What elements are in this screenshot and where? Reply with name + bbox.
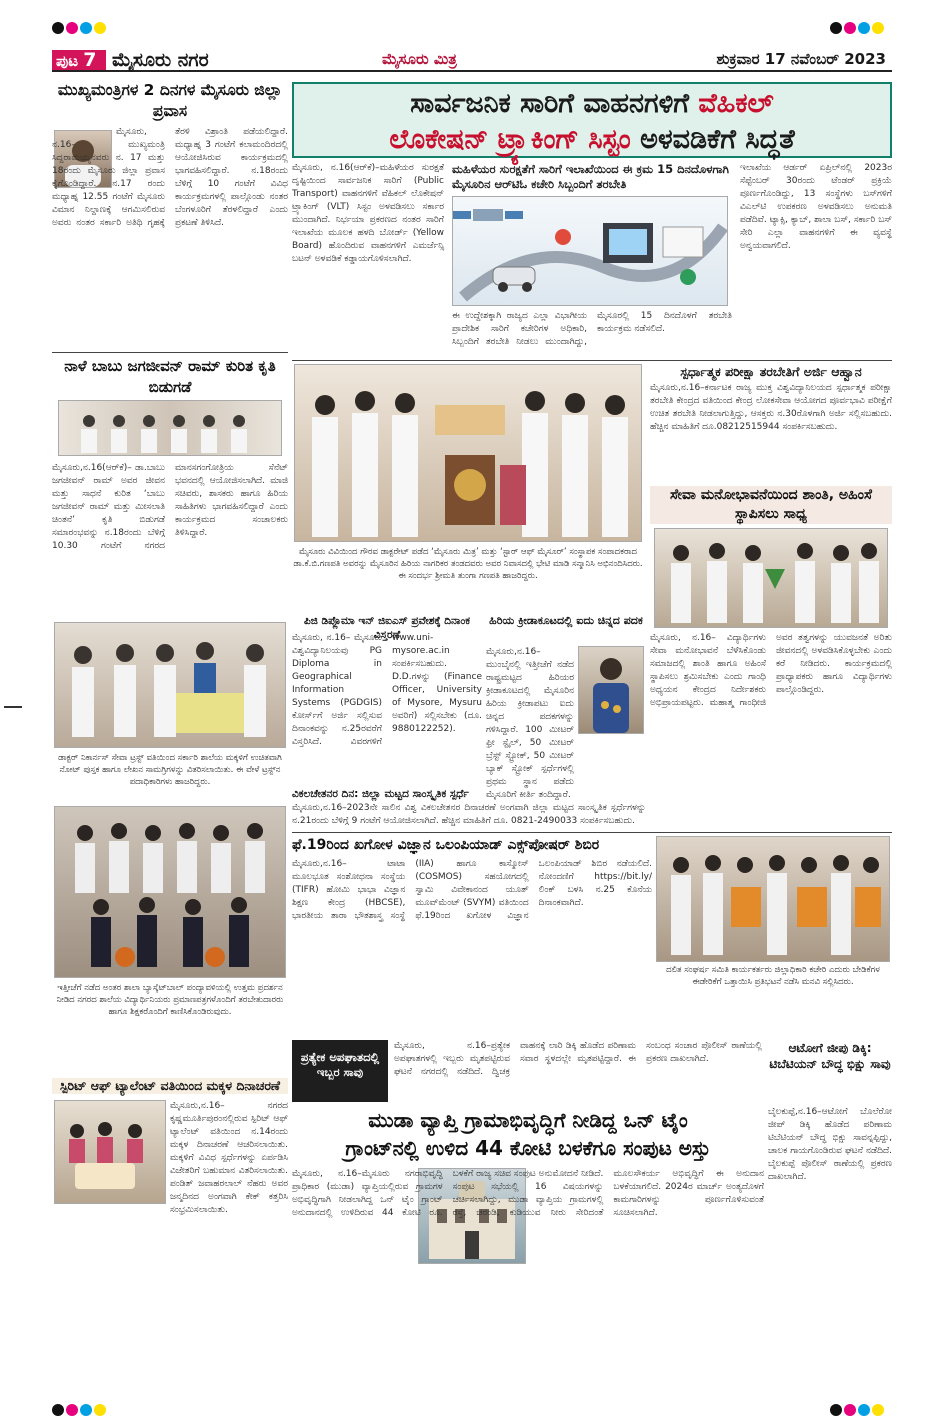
group-photo-icon [55, 623, 285, 747]
masthead [52, 48, 892, 72]
column-rule [52, 352, 288, 353]
lead-story-body [292, 162, 892, 358]
basketball-team-photo [54, 806, 286, 978]
exam-training-story [650, 364, 892, 484]
lead-body-mid: ಈ ಉದ್ದೇಶಕ್ಕಾಗಿ ರಾಜ್ಯದ ಎಲ್ಲಾ ವಿಭಾಗೀಯ ಪ್ರಾದೇಶಿಕ ಸಾರಿಗೆ ಕಚೇರಿಗಳ ಅಧಿಕಾರಿ, ಸಿಬ್ಬಂದಿಗೆ ತರಬೇತಿ ನೀಡಲು ಮುಂದಾಗಿದ್ದು, ಮೈಸೂರಲ್ಲಿ 15 ದಿನದೊಳಗೆ ತರಬೇತಿ ಕಾರ್ಯಕ್ರಮ ನಡೆಸಲಿದೆ. [452, 311, 732, 347]
disability-day-body: ಮೈಸೂರು,ನ.16–2023ನೇ ಸಾಲಿನ ವಿಶ್ವ ವಿಕಲಚೇತನರ ದಿನಾಚರಣೆ ಅಂಗವಾಗಿ ಜಿಲ್ಲಾ ಮಟ್ಟದ ಸಾಂಸ್ಕೃತಿಕ ಸ್ಪರ್ಧೆಗಳನ್ನು ನ.21ರಂದು ಬೆಳಿಗ್ಗೆ 9 ಗಂಟೆಗೆ ಆಯೋಜಿಸಲಾಗಿದೆ. ಹೆಚ್ಚಿನ ಮಾಹಿತಿಗೆ ದೂ. 0821-2490033 ಸಂಪರ್ಕಿಸಬಹುದು. [292, 803, 646, 826]
childrens-day-story [52, 1078, 288, 1398]
book-release-body: ಮೈಸೂರು,ನ.16(ಆರ್‌ಕೆ)– ಡಾ.ಬಾಬು ಜಗಜೀವನ್ ರಾಮ್ ಅವರ ಜೀವನ ಮತ್ತು ಸಾಧನೆ ಕುರಿತ ‘ಬಾಬು ಜಗಜೀವನ್ ರಾಮ್ ಮತ್ತು ಮೀಸಲಾತಿ ಚಿಂತನೆ’ ಕೃತಿ ಬಿಡುಗಡೆ ಸಮಾರಂಭವನ್ನು ನ.18ರಂದು ಬೆಳಿಗ್ಗೆ 10.30 ಗಂಟೆಗೆ ನಗರದ ಮಾನಸಗಂಗೋತ್ರಿಯ ಸೆನೆಟ್ ಭವನದಲ್ಲಿ ಆಯೋಜಿಸಲಾಗಿದೆ. ಮಾಜಿ ಸಚಿವರು, ಶಾಸಕರು ಹಾಗೂ ಹಿರಿಯ ಸಾಹಿತಿಗಳು ಭಾಗವಹಿಸಲಿದ್ದಾರೆ ಎಂದು ಕಾರ್ಯಕ್ರಮದ ಸಂಚಾಲಕರು ತಿಳಿಸಿದ್ದಾರೆ. [52, 463, 288, 551]
lead-subhead: ಮಹಿಳೆಯರ ಸುರಕ್ಷತೆಗೆ ಸಾರಿಗೆ ಇಲಾಖೆಯಿಂದ ಈ ಕ್ರಮ 15 ದಿನದೊಳಗಾಗಿ ಮೈಸೂರಿನ ಆರ್‌ಟಿಓ ಕಚೇರಿ ಸಿಬ್ಬಂದಿಗೆ ತರಬೇತಿ [452, 162, 729, 191]
basketball-caption: ಇತ್ತೀಚೆಗೆ ನಡೆದ ಅಂತರ ಶಾಲಾ ಬ್ಯಾಸ್ಕೆಟ್‌ಬಾಲ್ ಪಂದ್ಯಾವಳಿಯಲ್ಲಿ ಉತ್ತಮ ಪ್ರದರ್ಶನ ನೀಡಿದ ನಗರದ ಶಾಲೆಯ ವಿದ್ಯಾರ್ಥಿನಿಯರು ಪ್ರಮಾಣಪತ್ರಗಳೊಂದಿಗೆ ತರಬೇತುದಾರರು ಹಾಗೂ ಶಿಕ್ಷಕರೊಂದಿಗೆ ಕಾಣಿಸಿಕೊಂಡಿರುವುದು. [56, 983, 284, 1017]
auto-accident-story [768, 1040, 892, 1398]
page-label: ಪುಟ [56, 52, 79, 70]
olympiad-story [292, 836, 652, 1036]
disability-day-headline: ವಿಕಲಚೇತನರ ದಿನ: ಜಿಲ್ಲಾ ಮಟ್ಟದ ಸಾಂಸ್ಕೃತಿಕ ಸ್ಪರ್ಧೆ [292, 788, 469, 800]
gis-admission-body: ಮೈಸೂರು, ನ.16– ಮೈಸೂರು ವಿಶ್ವವಿದ್ಯಾನಿಲಯವು PG Diploma in Geographical Information Systems (PGDGIS) ಕೋರ್ಸ್‌ಗೆ ಅರ್ಜಿ ಸಲ್ಲಿಸುವ ದಿನಾಂಕವನ್ನು ನ.25ರವರೆಗೆ ವಿಸ್ತರಿಸಿದೆ. ವಿವರಗಳಿಗೆ www.uni-mysore.ac.in ಸಂಪರ್ಕಿಸಬಹುದು. D.D.ಗಳನ್ನು (Finance Officer, University of Mysore, Mysuru ಅವರಿಗೆ) ಸಲ್ಲಿಸಬೇಕು (ದೂ. 9880122252). [292, 633, 482, 747]
registration-mark [872, 1404, 884, 1416]
cm-visit-body: ಮೈಸೂರು, ನ.16– ಮುಖ್ಯಮಂತ್ರಿ ಸಿದ್ದರಾಮಯ್ಯನವರು ನ. 17 ಮತ್ತು 18ರಂದು ಮೈಸೂರು ಜಿಲ್ಲಾ ಪ್ರವಾಸ ಕೈಗೊಂಡಿದ್ದಾರೆ. ನ.17 ರಂದು ಮಧ್ಯಾಹ್ನ 12.55 ಗಂಟೆಗೆ ಮೈಸೂರು ವಿಮಾನ ನಿಲ್ದಾಣಕ್ಕೆ ಆಗಮಿಸಲಿರುವ ಅವರು ನಂತರ ಸರ್ಕಾರಿ ಅತಿಥಿ ಗೃಹಕ್ಕೆ ತೆರಳಿ ವಿಶ್ರಾಂತಿ ಪಡೆಯಲಿದ್ದಾರೆ. ಮಧ್ಯಾಹ್ನ 3 ಗಂಟೆಗೆ ಕಲಾಮಂದಿರದಲ್ಲಿ ಆಯೋಜಿಸಿರುವ ಕಾರ್ಯಕ್ರಮದಲ್ಲಿ ಭಾಗವಹಿಸಲಿದ್ದಾರೆ. ನ.18ರಂದು ಬೆಳಿಗ್ಗೆ 10 ಗಂಟೆಗೆ ವಿವಿಧ ಕಾರ್ಯಕ್ರಮಗಳಲ್ಲಿ ಪಾಲ್ಗೊಂಡು ನಂತರ ಬೆಂಗಳೂರಿಗೆ ತೆರಳಲಿದ್ದಾರೆ ಎಂದು ಪ್ರಕಟಣೆ ತಿಳಿಸಿದೆ. [52, 127, 288, 228]
registration-mark [858, 22, 870, 34]
book-release-photo [58, 400, 282, 456]
muda-headline-line2: ಗ್ರಾಂಟ್‌ನಲ್ಲಿ ಉಳಿದ 44 ಕೋಟಿ ಬಳಕೆಗೂ ಸಂಪುಟ ಅಸ್ತು [345, 1136, 711, 1160]
lead-headline-highlight: ವೆಹಿಕಲ್ [698, 88, 774, 119]
lead-headline-line1 [294, 88, 890, 120]
muda-grant-story [292, 1106, 764, 1398]
registration-mark [52, 1404, 64, 1416]
lead-headline-line2 [294, 124, 890, 156]
lead-headline-part: ಸಾರ್ವಜನಿಕ ಸಾರಿಗೆ ವಾಹನಗಳಿಗೆ [410, 88, 699, 119]
section-name: ಮೈಸೂರು ನಗರ [112, 49, 209, 71]
peace-headline: ಸೇವಾ ಮನೋಭಾವನೆಯಿಂದ ಶಾಂತಿ, ಅಹಿಂಸೆ ಸ್ಥಾಪಿಸಲು ಸಾಧ್ಯ [650, 486, 892, 524]
team-photo-icon [55, 807, 285, 977]
protest-photo-icon [657, 837, 889, 961]
peace-event-photo [654, 528, 888, 628]
protest-caption: ದಲಿತ ಸಂಘರ್ಷ ಸಮಿತಿ ಕಾರ್ಯಕರ್ತರು ಜಿಲ್ಲಾಧಿಕಾರಿ ಕಚೇರಿ ಎದುರು ಬೇಡಿಕೆಗಳ ಈಡೇರಿಕೆಗೆ ಒತ್ತಾಯಿಸಿ ಪ್ರತಿಭಟನೆ ನಡೆಸಿ ಮನವಿ ಸಲ್ಲಿಸಿದರು. [666, 965, 880, 987]
muda-headline-line1: ಮುಡಾ ವ್ಯಾಪ್ತಿ ಗ್ರಾಮಾಭಿವೃದ್ಧಿಗೆ ನೀಡಿದ್ದ ಒನ್ ಟೈಂ [368, 1108, 688, 1132]
group-photo-icon [655, 529, 887, 627]
auto-accident-headline: ಆಟೋಗೆ ಜೀಪು ಡಿಕ್ಕಿ: ಟಿಬೆಟಿಯನ್ ಬೌದ್ಧ ಭಿಕ್ಷು ಸಾವು [769, 1041, 891, 1071]
peace-story [650, 486, 892, 818]
registration-mark [66, 22, 78, 34]
column-rule [292, 832, 892, 833]
crop-mark [4, 706, 22, 708]
muda-body: ಮೈಸೂರು, ನ.16–ಮೈಸೂರು ನಗರಾಭಿವೃದ್ಧಿ ಪ್ರಾಧಿಕಾರ (ಮುಡಾ) ವ್ಯಾಪ್ತಿಯಲ್ಲಿರುವ ಗ್ರಾಮಗಳ ಅಭಿವೃದ್ಧಿಗಾಗಿ ನೀಡಲಾಗಿದ್ದ ಒನ್ ಟೈಂ ಗ್ರಾಂಟ್ ಅನುದಾನದಲ್ಲಿ ಉಳಿದಿರುವ 44 ಕೋಟಿ ರೂ. ಬಳಕೆಗೆ ರಾಜ್ಯ ಸಚಿವ ಸಂಪುಟ ಅನುಮೋದನೆ ನೀಡಿದೆ. ಸಂಪುಟ ಸಭೆಯಲ್ಲಿ 16 ವಿಷಯಗಳನ್ನು ಚರ್ಚಿಸಲಾಗಿದ್ದು, ಮುಡಾ ವ್ಯಾಪ್ತಿಯ ಗ್ರಾಮಗಳಲ್ಲಿ ರಸ್ತೆ, ಚರಂಡಿ, ಕುಡಿಯುವ ನೀರು ಸೇರಿದಂತೆ ಮೂಲಸೌಕರ್ಯ ಅಭಿವೃದ್ಧಿಗೆ ಈ ಅನುದಾನ ಬಳಕೆಯಾಗಲಿದೆ. 2024ರ ಮಾರ್ಚ್ ಅಂತ್ಯದೊಳಗೆ ಕಾಮಗಾರಿಗಳನ್ನು ಪೂರ್ಣಗೊಳಿಸುವಂತೆ ಸೂಚಿಸಲಾಗಿದೆ. [292, 1169, 764, 1218]
athlete-portrait [578, 646, 644, 734]
registration-mark [94, 22, 106, 34]
ceremony-photo-icon [295, 365, 641, 541]
registration-mark [52, 22, 64, 34]
registration-mark [844, 22, 856, 34]
registration-mark [844, 1404, 856, 1416]
column-rule [292, 360, 892, 361]
registration-mark [80, 1404, 92, 1416]
registration-mark [80, 22, 92, 34]
book-release-story [52, 356, 288, 618]
childrens-day-headline: ಸ್ಪಿರಿಟ್ ಆಫ್ ಟ್ಯಾಲೆಂಟ್ ವತಿಯಿಂದ ಮಕ್ಕಳ ದಿನಾಚರಣೆ [52, 1078, 288, 1094]
childrens-day-body: ಮೈಸೂರು,ನ.16– ನಗರದ ಕೃಷ್ಣಮೂರ್ತಿಪುರಂನಲ್ಲಿರುವ ಸ್ಪಿರಿಟ್ ಆಫ್ ಟ್ಯಾಲೆಂಟ್ ವತಿಯಿಂದ ನ.14ರಂದು ಮಕ್ಕಳ ದಿನಾಚರಣೆ ಆಚರಿಸಲಾಯಿತು. ಮಕ್ಕಳಿಗೆ ವಿವಿಧ ಸ್ಪರ್ಧೆಗಳನ್ನು ಏರ್ಪಡಿಸಿ ವಿಜೇತರಿಗೆ ಬಹುಮಾನ ವಿತರಿಸಲಾಯಿತು. ಪಂಡಿತ್ ಜವಾಹರಲಾಲ್ ನೆಹರು ಅವರ ಜನ್ಮದಿನದ ಅಂಗವಾಗಿ ಕೇಕ್ ಕತ್ತರಿಸಿ ಸಂಭ್ರಮಿಸಲಾಯಿತು. [170, 1101, 288, 1215]
children-photo-icon [55, 1101, 165, 1203]
vlt-system-illustration [452, 196, 728, 306]
registration-mark [872, 22, 884, 34]
accident-body: ಮೈಸೂರು, ನ.16–ಪ್ರತ್ಯೇಕ ಅಪಘಾತಗಳಲ್ಲಿ ಇಬ್ಬರು ಮೃತಪಟ್ಟಿರುವ ಘಟನೆ ನಗರದಲ್ಲಿ ನಡೆದಿದೆ. ದ್ವಿಚಕ್ರ ವಾಹನಕ್ಕೆ ಲಾರಿ ಡಿಕ್ಕಿ ಹೊಡೆದ ಪರಿಣಾಮ ಸವಾರ ಸ್ಥಳದಲ್ಲೇ ಮೃತಪಟ್ಟಿದ್ದಾರೆ. ಈ ಸಂಬಂಧ ಸಂಚಾರ ಪೊಲೀಸ್ ಠಾಣೆಯಲ್ಲಿ ಪ್ರಕರಣ ದಾಖಲಾಗಿದೆ. [394, 1041, 762, 1077]
book-release-headline: ನಾಳೆ ಬಾಬು ಜಗಜೀವನ್ ರಾಮ್ ಕುರಿತ ಕೃತಿ ಬಿಡುಗಡೆ [64, 357, 276, 396]
disability-day-story [292, 788, 646, 828]
athlete-icon [579, 647, 643, 733]
lead-headline-highlight: ಲೊಕೇಷನ್ ಟ್ರ್ಯಾಕಿಂಗ್ ಸಿಸ್ಟಂ [389, 124, 631, 155]
brand-name: ಮೈಸೂರು ಮಿತ್ರ [382, 50, 457, 68]
lead-headline-part: ಅಳವಡಿಕೆಗೆ ಸಿದ್ಧತೆ [630, 124, 795, 155]
gps-tracking-icon [453, 197, 727, 305]
honour-caption: ಮೈಸೂರು ವಿವಿಯಿಂದ ಗೌರವ ಡಾಕ್ಟರೇಟ್ ಪಡೆದ ‘ಮೈಸೂರು ಮಿತ್ರ’ ಮತ್ತು ‘ಸ್ಟಾರ್ ಆಫ್ ಮೈಸೂರ್’ ಸಂಸ್ಥಾಪಕ ಸಂಪಾದಕರಾದ ಡಾ.ಕೆ.ಬಿ.ಗಣಪತಿ ಅವರನ್ನು ಮೈಸೂರಿನ ಹಿರಿಯ ನಾಗರಿಕರ ತಂಡದವರು ಅವರ ನಿವಾಸದಲ್ಲಿ ಭೇಟಿ ಮಾಡಿ ಸನ್ಮಾನಿಸಿ ಅಭಿನಂದಿಸಿದರು. ಈ ಸಂದರ್ಭ ಶ್ರೀಮತಿ ತುಂಗಾ ಗಣಪತಿ ಹಾಜರಿದ್ದರು. [293, 547, 643, 581]
registration-mark [830, 22, 842, 34]
auto-accident-body: ಬೈಲಕುಪ್ಪೆ,ನ.16–ಆಟೋಗೆ ಬೊಲೆರೋ ಜೀಪ್ ಡಿಕ್ಕಿ ಹೊಡೆದ ಪರಿಣಾಮ ಟಿಬೆಟಿಯನ್ ಬೌದ್ಧ ಭಿಕ್ಷು ಸಾವನ್ನಪ್ಪಿದ್ದು, ಚಾಲಕ ಗಾಯಗೊಂಡಿರುವ ಘಟನೆ ನಡೆದಿದೆ. ಬೈಲಕುಪ್ಪೆ ಪೊಲೀಸ್ ಠಾಣೆಯಲ್ಲಿ ಪ್ರಕರಣ ದಾಖಲಾಗಿದೆ. [768, 1107, 892, 1182]
exam-training-body: ಮೈಸೂರು,ನ.16–ಕರ್ನಾಟಕ ರಾಜ್ಯ ಮುಕ್ತ ವಿಶ್ವವಿದ್ಯಾನಿಲಯದ ಸ್ಪರ್ಧಾತ್ಮಕ ಪರೀಕ್ಷಾ ತರಬೇತಿ ಕೇಂದ್ರದ ವತಿಯಿಂದ ಕೇಂದ್ರ ಲೋಕಸೇವಾ ಆಯೋಗದ ಪೂರ್ವಭಾವಿ ಪರೀಕ್ಷೆಗೆ ಉಚಿತ ತರಬೇತಿ ನೀಡಲಾಗುತ್ತಿದ್ದು, ಆಸಕ್ತರು ನ.30ರೊಳಗಾಗಿ ಅರ್ಜಿ ಸಲ್ಲಿಸಬಹುದು. ಹೆಚ್ಚಿನ ಮಾಹಿತಿಗೆ ದೂ.08212515944 ಸಂಪರ್ಕಿಸಬಹುದು. [650, 383, 892, 432]
protest-photo [656, 836, 890, 962]
lead-headline-banner [292, 82, 892, 158]
sports-medal-body: ಮೈಸೂರು,ನ.16– ಮುಂಬೈನಲ್ಲಿ ಇತ್ತೀಚೆಗೆ ನಡೆದ ರಾಷ್ಟ್ರಮಟ್ಟದ ಹಿರಿಯರ ಕ್ರೀಡಾಕೂಟದಲ್ಲಿ ಮೈಸೂರಿನ ಹಿರಿಯ ಕ್ರೀಡಾಪಟು ಐದು ಚಿನ್ನದ ಪದಕಗಳನ್ನು ಗಳಿಸಿದ್ದಾರೆ. 100 ಮೀಟರ್ ಫ್ರೀ ಸ್ಟೈಲ್, 50 ಮೀಟರ್ ಬ್ರೆಸ್ಟ್ ಸ್ಟ್ರೋಕ್, 50 ಮೀಟರ್ ಬ್ಯಾಕ್ ಸ್ಟ್ರೋಕ್ ಸ್ಪರ್ಧೆಗಳಲ್ಲಿ ಪ್ರಥಮ ಸ್ಥಾನ ಪಡೆದು ಮೈಸೂರಿಗೆ ಕೀರ್ತಿ ತಂದಿದ್ದಾರೆ. [486, 647, 574, 800]
registration-mark [66, 1404, 78, 1416]
registration-mark [830, 1404, 842, 1416]
lead-body-left: ಮೈಸೂರು, ನ.16(ಆರ್‌ಕೆ)–ಮಹಿಳೆಯರ ಸುರಕ್ಷತೆ ದೃಷ್ಟಿಯಿಂದ ಸಾರ್ವಜನಿಕ ಸಾರಿಗೆ (Public Transport) ವಾಹನಗಳಿಗೆ ವೆಹಿಕಲ್ ಲೊಕೇಷನ್ ಟ್ರ್ಯಾಕಿಂಗ್ (VLT) ಸಿಸ್ಟಂ ಅಳವಡಿಸಲು ಸರ್ಕಾರ ಮುಂದಾಗಿದೆ. ನಿರ್ಭಯಾ ಪ್ರಕರಣದ ನಂತರ ಸಾರಿಗೆ ಇಲಾಖೆಯ ಮೂಲಕ ಹಳದಿ ಬೋರ್ಡ್ (Yellow Board) ಹೊಂದಿರುವ ವಾಹನಗಳಿಗೆ ಎಮರ್ಜೆನ್ಸಿ ಬಟನ್ ಅಳವಡಿಕೆ ಕಡ್ಡಾಯಗೊಳಿಸಲಾಗಿದೆ. [292, 163, 444, 264]
olympiad-headline: ಫೆ.19ರಿಂದ ಖಗೋಳ ವಿಜ್ಞಾನ ಒಲಂಪಿಯಾಡ್ ಎಕ್ಸ್‌ಪೋಷರ್ ಶಿಬಿರ [292, 837, 600, 853]
exam-training-headline: ಸ್ಪರ್ಧಾತ್ಮಕ ಪರೀಕ್ಷಾ ತರಬೇತಿಗೆ ಅರ್ಜಿ ಆಹ್ವಾನ [680, 364, 862, 379]
page-badge [52, 50, 106, 70]
sports-medal-headline: ಹಿರಿಯ ಕ್ರೀಡಾಕೂಟದಲ್ಲಿ ಐದು ಚಿನ್ನದ ಪದಕ [489, 614, 643, 627]
gis-admission-story [292, 614, 482, 784]
group-photo-icon [59, 401, 281, 455]
childrens-day-photo [54, 1100, 166, 1204]
honour-ceremony-photo [294, 364, 642, 542]
gis-admission-headline: ಪಿಜಿ ಡಿಪ್ಲೊಮಾ ಇನ್ ಜಿಐಎಸ್ ಪ್ರವೇಶಕ್ಕೆ ದಿನಾಂಕ ವಿಸ್ತರಣೆ [304, 615, 470, 641]
olympiad-body: ಮೈಸೂರು,ನ.16– ಟಾಟಾ ಮೂಲಭೂತ ಸಂಶೋಧನಾ ಸಂಸ್ಥೆಯ (TIFR) ಹೋಮಿ ಭಾಭಾ ವಿಜ್ಞಾನ ಶಿಕ್ಷಣ ಕೇಂದ್ರ (HBCSE), ಭಾರತೀಯ ತಾರಾ ಭೌತಶಾಸ್ತ್ರ ಸಂಸ್ಥೆ (IIA) ಹಾಗೂ ಕಾಸ್ಮೋಸ್ (COSMOS) ಸಹಯೋಗದಲ್ಲಿ ಸ್ವಾಮಿ ವಿವೇಕಾನಂದ ಯೂತ್ ಮೂವ್‌ಮೆಂಟ್ (SVYM) ವತಿಯಿಂದ ಫೆ.19ರಿಂದ ಖಗೋಳ ವಿಜ್ಞಾನ ಒಲಂಪಿಯಾಡ್ ಶಿಬಿರ ನಡೆಯಲಿದೆ. ನೋಂದಣಿಗೆ https://bit.ly/ ಲಿಂಕ್ ಬಳಸಿ ನ.25 ಕೊನೆಯ ದಿನಾಂಕವಾಗಿದೆ. [292, 859, 652, 921]
accident-story [292, 1040, 762, 1104]
peace-body: ಮೈಸೂರು, ನ.16– ವಿದ್ಯಾರ್ಥಿಗಳು ಸೇವಾ ಮನೋಭಾವನೆ ಬೆಳೆಸಿಕೊಂಡು ಸಮಾಜದಲ್ಲಿ ಶಾಂತಿ ಹಾಗೂ ಅಹಿಂಸೆ ಸ್ಥಾಪಿಸಲು ಶ್ರಮಿಸಬೇಕು ಎಂದು ಗಾಂಧಿ ಅಧ್ಯಯನ ಕೇಂದ್ರದ ನಿರ್ದೇಶಕರು ಅಭಿಪ್ರಾಯಪಟ್ಟರು. ಮಹಾತ್ಮ ಗಾಂಧೀಜಿ ಅವರ ತತ್ವಗಳನ್ನು ಯುವಜನತೆ ಅರಿತು ಜೀವನದಲ್ಲಿ ಅಳವಡಿಸಿಕೊಳ್ಳಬೇಕು ಎಂದು ಕರೆ ನೀಡಿದರು. ಕಾರ್ಯಕ್ರಮದಲ್ಲಿ ಪ್ರಾಧ್ಯಾಪಕರು ಹಾಗೂ ವಿದ್ಯಾರ್ಥಿಗಳು ಪಾಲ್ಗೊಂಡಿದ್ದರು. [650, 633, 892, 708]
lead-body-right: ಇಲಾಖೆಯ ಆರ್ಡರ್ ಏಪ್ರಿಲ್‌ನಲ್ಲಿ 2023ರ ಸೆಪ್ಟೆಂಬರ್ 30ರಂದು ಟೆಂಡರ್ ಪ್ರಕ್ರಿಯೆ ಪೂರ್ಣಗೊಂಡಿದ್ದು, 13 ಸಂಸ್ಥೆಗಳು ಬಸ್‌ಗಳಿಗೆ ವಿಎಲ್‌ಟಿ ಉಪಕರಣ ಅಳವಡಿಸಲು ಅನುಮತಿ ಪಡೆದಿವೆ. ಟ್ಯಾಕ್ಸಿ, ಕ್ಯಾಬ್, ಶಾಲಾ ಬಸ್, ಸರ್ಕಾರಿ ಬಸ್ ಸೇರಿ ಎಲ್ಲಾ ವಾಹನಗಳಿಗೆ ಈ ವ್ಯವಸ್ಥೆ ಅನ್ವಯವಾಗಲಿದೆ. [740, 163, 892, 251]
cm-visit-headline: ಮುಖ್ಯಮಂತ್ರಿಗಳ 2 ದಿನಗಳ ಮೈಸೂರು ಜಿಲ್ಲಾ ಪ್ರವಾಸ [57, 81, 283, 120]
page-number: 7 [83, 49, 97, 71]
dateline: ಶುಕ್ರವಾರ 17 ನವೆಂಬರ್ 2023 [716, 50, 886, 68]
donation-caption: ಡಾಕ್ಟರ್ ನಿಕಾರ್ನಸ್ ಸೇವಾ ಟ್ರಸ್ಟ್ ವತಿಯಿಂದ ಸರ್ಕಾರಿ ಶಾಲೆಯ ಮಕ್ಕಳಿಗೆ ಉಚಿತವಾಗಿ ನೋಟ್ ಪುಸ್ತಕ ಹಾಗೂ ಲೇಖನ ಸಾಮಗ್ರಿಗಳನ್ನು ವಿತರಿಸಲಾಯಿತು. ಈ ವೇಳೆ ಟ್ರಸ್ಟ್‌ನ ಪದಾಧಿಕಾರಿಗಳು ಹಾಜರಿದ್ದರು. [58, 753, 282, 787]
accident-headline: ಪ್ರತ್ಯೇಕ ಅಪಘಾತದಲ್ಲಿ ಇಬ್ಬರ ಸಾವು [292, 1040, 388, 1102]
registration-mark [94, 1404, 106, 1416]
cm-visit-story [52, 80, 288, 350]
registration-mark [858, 1404, 870, 1416]
donation-photo [54, 622, 286, 748]
